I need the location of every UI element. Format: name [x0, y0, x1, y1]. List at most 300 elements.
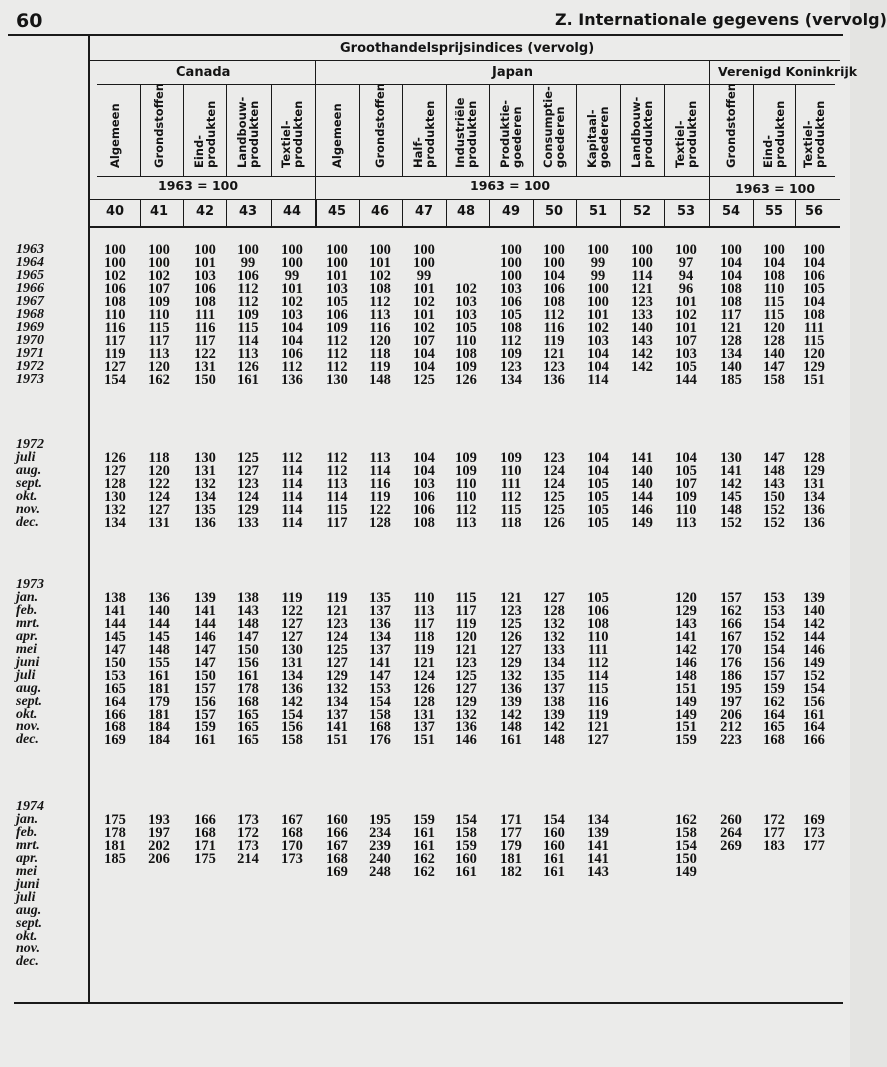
table-cell: 104 [413, 358, 435, 375]
table-cell: 104 [281, 319, 303, 336]
table-cell: 101 [413, 280, 435, 297]
table-cell: 100 [413, 254, 435, 271]
table-cell: 136 [281, 680, 303, 697]
table-cell: 115 [455, 589, 477, 606]
colnum-rule-bottom [90, 226, 840, 228]
table-cell: 112 [326, 358, 348, 375]
table-cell: 158 [369, 706, 391, 723]
table-cell: 100 [148, 254, 170, 271]
table-cell: 169 [803, 811, 825, 828]
table-cell: 130 [104, 488, 126, 505]
table-cell: 101 [326, 267, 348, 284]
column-number: 52 [632, 204, 652, 219]
table-cell: 120 [369, 332, 391, 349]
row-label: 1973 [16, 371, 44, 387]
page-title: Z. Internationale gegevens (vervolg) [555, 10, 887, 29]
table-cell: 105 [587, 475, 609, 492]
row-label: okt. [16, 928, 38, 944]
table-cell: 151 [675, 719, 697, 736]
table-cell: 113 [455, 514, 477, 531]
table-cell: 131 [803, 475, 825, 492]
column-number: 56 [804, 204, 824, 219]
column-divider [489, 84, 490, 176]
table-cell: 104 [413, 462, 435, 479]
table-cell: 150 [763, 488, 785, 505]
table-cell: 115 [326, 501, 348, 518]
table-cell: 109 [237, 306, 259, 323]
column-number: 50 [544, 204, 564, 219]
table-cell: 157 [720, 589, 742, 606]
table-cell: 104 [413, 345, 435, 362]
row-label: 1967 [16, 293, 44, 309]
table-cell: 140 [631, 319, 653, 336]
table-cell: 171 [194, 837, 216, 854]
table-cell: 148 [369, 371, 391, 388]
table-cell: 100 [237, 242, 259, 258]
row-label: feb. [16, 824, 38, 840]
table-cell: 108 [543, 293, 565, 310]
table-cell: 140 [803, 602, 825, 619]
table-cell: 223 [720, 732, 742, 749]
table-cell: 170 [281, 837, 303, 854]
table-cell: 214 [237, 850, 259, 867]
row-label: juli [16, 889, 36, 905]
table-cell: 114 [369, 462, 391, 479]
table-cell: 101 [675, 293, 697, 310]
table-cell: 101 [369, 254, 391, 271]
table-cell: 112 [326, 462, 348, 479]
table-cell: 159 [455, 837, 477, 854]
table-cell: 105 [587, 589, 609, 606]
table-cell: 118 [369, 345, 391, 362]
table-cell: 136 [148, 589, 170, 606]
row-label: juli [16, 449, 36, 465]
table-cell: 161 [237, 371, 259, 388]
table-cell: 159 [413, 811, 435, 828]
column-number: 54 [721, 204, 741, 219]
table-cell: 117 [720, 306, 742, 323]
table-cell: 161 [237, 667, 259, 684]
table-cell: 168 [763, 732, 785, 749]
column-header-label: Consumptie- [541, 86, 555, 168]
table-cell: 127 [237, 462, 259, 479]
table-cell: 159 [763, 680, 785, 697]
table-cell: 113 [237, 345, 259, 362]
table-cell: 119 [369, 488, 391, 505]
table-cell: 125 [237, 449, 259, 466]
table-cell: 168 [237, 693, 259, 710]
table-cell: 131 [194, 462, 216, 479]
table-cell: 138 [543, 693, 565, 710]
table-cell: 119 [543, 332, 565, 349]
table-cell: 103 [281, 306, 303, 323]
group-header: Groothandelsprijsindices (vervolg) [340, 41, 595, 56]
table-cell: 248 [369, 863, 391, 880]
column-number: 46 [370, 204, 390, 219]
table-cell: 145 [148, 628, 170, 645]
table-cell: 168 [281, 824, 303, 841]
table-cell: 136 [455, 719, 477, 736]
table-cell: 154 [763, 615, 785, 632]
table-cell: 152 [763, 501, 785, 518]
row-label: aug. [16, 462, 42, 478]
table-cell: 121 [631, 280, 653, 297]
table-cell: 112 [587, 654, 609, 671]
table-cell: 143 [631, 332, 653, 349]
table-cell: 131 [194, 358, 216, 375]
table-cell: 112 [500, 488, 522, 505]
table-cell: 102 [675, 306, 697, 323]
table-cell: 132 [326, 680, 348, 697]
table-cell: 141 [194, 602, 216, 619]
table-cell: 106 [413, 501, 435, 518]
table-cell: 112 [369, 293, 391, 310]
table-cell: 124 [237, 488, 259, 505]
table-cell: 110 [587, 628, 609, 645]
table-cell: 104 [543, 267, 565, 284]
table-cell: 170 [720, 641, 742, 658]
table-cell: 100 [587, 293, 609, 310]
table-cell: 126 [455, 371, 477, 388]
table-cell: 120 [148, 462, 170, 479]
table-cell: 165 [763, 719, 785, 736]
table-cell: 147 [237, 628, 259, 645]
column-header-label: produkten [204, 100, 218, 168]
table-cell: 103 [500, 280, 522, 297]
column-divider [183, 84, 184, 176]
table-cell: 110 [455, 332, 477, 349]
table-cell: 117 [455, 602, 477, 619]
column-header-label: produkten [813, 100, 827, 168]
column-number: 41 [149, 204, 169, 219]
table-cell: 104 [281, 332, 303, 349]
row-label: feb. [16, 602, 38, 618]
column-header-label: goederen [597, 106, 611, 168]
table-cell: 117 [104, 332, 126, 349]
table-cell: 154 [455, 811, 477, 828]
table-cell: 195 [720, 680, 742, 697]
table-cell: 154 [281, 706, 303, 723]
row-label: mei [16, 863, 37, 879]
table-cell: 108 [413, 514, 435, 531]
table-cell: 106 [543, 280, 565, 297]
row-label: mrt. [16, 615, 40, 631]
table-cell: 136 [803, 514, 825, 531]
table-cell: 167 [281, 811, 303, 828]
table-cell: 150 [104, 654, 126, 671]
table-cell: 112 [237, 280, 259, 297]
table-cell: 103 [455, 293, 477, 310]
table-cell: 156 [281, 719, 303, 736]
column-header-label: Textiel- [801, 120, 815, 168]
table-cell: 143 [237, 602, 259, 619]
table-cell: 108 [720, 280, 742, 297]
row-label: aug. [16, 902, 42, 918]
table-cell: 108 [720, 293, 742, 310]
table-cell: 156 [194, 693, 216, 710]
table-cell: 147 [194, 654, 216, 671]
column-number: 49 [501, 204, 521, 219]
table-cell: 121 [413, 654, 435, 671]
block-year: 1972 [16, 437, 44, 452]
table-cell: 158 [455, 824, 477, 841]
table-cell: 117 [326, 514, 348, 531]
table-cell: 123 [237, 475, 259, 492]
table-cell: 125 [326, 641, 348, 658]
column-number: 42 [195, 204, 215, 219]
table-cell: 160 [326, 811, 348, 828]
table-cell: 105 [675, 462, 697, 479]
table-cell: 197 [148, 824, 170, 841]
table-cell: 146 [803, 641, 825, 658]
row-label: juli [16, 667, 36, 683]
table-cell: 100 [587, 242, 609, 258]
table-cell: 179 [148, 693, 170, 710]
table-cell: 164 [763, 706, 785, 723]
table-cell: 103 [455, 306, 477, 323]
table-cell: 161 [413, 824, 435, 841]
table-cell: 206 [720, 706, 742, 723]
table-cell: 142 [543, 719, 565, 736]
table-cell: 105 [587, 514, 609, 531]
column-divider [446, 84, 447, 176]
table-cell: 161 [500, 732, 522, 749]
table-cell: 140 [148, 602, 170, 619]
table-cell: 114 [587, 371, 609, 388]
table-cell: 115 [237, 319, 259, 336]
table-cell: 126 [543, 514, 565, 531]
column-divider [753, 84, 754, 176]
table-cell: 100 [500, 254, 522, 271]
table-cell: 110 [455, 488, 477, 505]
table-cell: 102 [413, 319, 435, 336]
table-cell: 169 [104, 732, 126, 749]
table-cell: 166 [194, 811, 216, 828]
table-cell: 179 [500, 837, 522, 854]
colnum-divider [620, 199, 621, 226]
table-cell: 129 [237, 501, 259, 518]
table-cell: 111 [803, 319, 825, 336]
table-cell: 149 [675, 863, 697, 880]
table-cell: 149 [803, 654, 825, 671]
table-cell: 130 [326, 371, 348, 388]
table-cell: 156 [803, 693, 825, 710]
table-cell: 136 [281, 371, 303, 388]
table-cell: 153 [369, 680, 391, 697]
column-number: 43 [238, 204, 258, 219]
table-cell: 128 [763, 332, 785, 349]
table-cell: 182 [500, 863, 522, 880]
table-cell: 106 [413, 488, 435, 505]
table-cell: 104 [587, 345, 609, 362]
table-cell: 139 [543, 706, 565, 723]
table-cell: 103 [326, 280, 348, 297]
column-header-label: produkten [423, 100, 437, 168]
table-cell: 105 [803, 280, 825, 297]
table-cell: 106 [326, 306, 348, 323]
table-cell: 127 [455, 680, 477, 697]
table-cell: 104 [763, 254, 785, 271]
column-number: 40 [105, 204, 125, 219]
table-cell: 164 [803, 719, 825, 736]
table-cell: 111 [194, 306, 216, 323]
table-cell: 141 [104, 602, 126, 619]
row-label: 1969 [16, 319, 44, 335]
table-cell: 162 [413, 850, 435, 867]
table-cell: 114 [587, 667, 609, 684]
table-cell: 122 [281, 602, 303, 619]
table-cell: 149 [675, 693, 697, 710]
table-cell: 109 [455, 449, 477, 466]
group-rule [90, 60, 840, 61]
table-cell: 102 [413, 293, 435, 310]
column-header-label: produkten [685, 100, 699, 168]
table-cell: 161 [413, 837, 435, 854]
table-cell: 153 [104, 667, 126, 684]
table-cell: 135 [543, 667, 565, 684]
table-cell: 136 [543, 371, 565, 388]
column-number: 53 [676, 204, 696, 219]
row-label: dec. [16, 954, 39, 970]
table-cell: 100 [543, 254, 565, 271]
column-header-label: Eind- [761, 135, 775, 168]
row-label: mei [16, 641, 37, 657]
table-cell: 114 [281, 501, 303, 518]
table-cell: 110 [148, 306, 170, 323]
table-cell: 148 [543, 732, 565, 749]
table-cell: 137 [543, 680, 565, 697]
table-cell: 162 [148, 371, 170, 388]
table-cell: 162 [675, 811, 697, 828]
table-cell: 112 [281, 449, 303, 466]
table-cell: 119 [104, 345, 126, 362]
column-header-label: Half- [411, 137, 425, 168]
table-cell: 136 [803, 501, 825, 518]
table-cell: 154 [675, 837, 697, 854]
table-cell: 234 [369, 824, 391, 841]
table-cell: 181 [148, 680, 170, 697]
table-cell: 109 [675, 488, 697, 505]
table-cell: 159 [194, 719, 216, 736]
country-canada: Canada [176, 65, 231, 80]
colnum-divider [316, 199, 317, 226]
table-cell: 127 [326, 654, 348, 671]
column-header-label: Produktie- [498, 99, 512, 168]
table-cell: 129 [803, 462, 825, 479]
table-cell: 143 [763, 475, 785, 492]
table-cell: 114 [326, 488, 348, 505]
table-cell: 130 [720, 449, 742, 466]
table-cell: 166 [803, 732, 825, 749]
column-divider [226, 84, 227, 176]
table-cell: 125 [543, 488, 565, 505]
table-cell: 126 [237, 358, 259, 375]
table-cell: 147 [104, 641, 126, 658]
table-cell: 126 [413, 680, 435, 697]
table-cell: 167 [720, 628, 742, 645]
table-cell: 136 [369, 615, 391, 632]
table-cell: 136 [194, 514, 216, 531]
table-cell: 156 [237, 654, 259, 671]
table-cell: 173 [281, 850, 303, 867]
table-cell: 171 [500, 811, 522, 828]
table-cell: 143 [675, 615, 697, 632]
table-cell: 112 [326, 345, 348, 362]
table-cell: 115 [587, 680, 609, 697]
column-number: 55 [764, 204, 784, 219]
table-cell: 137 [413, 719, 435, 736]
table-cell: 118 [500, 514, 522, 531]
table-cell: 264 [720, 824, 742, 841]
top-rule [8, 34, 843, 36]
table-cell: 105 [500, 306, 522, 323]
table-cell: 123 [543, 358, 565, 375]
table-cell: 138 [104, 589, 126, 606]
table-cell: 110 [455, 475, 477, 492]
table-cell: 148 [763, 462, 785, 479]
table-cell: 158 [281, 732, 303, 749]
table-cell: 109 [326, 319, 348, 336]
table-cell: 131 [281, 654, 303, 671]
table-cell: 100 [194, 242, 216, 258]
table-cell: 128 [720, 332, 742, 349]
table-cell: 176 [369, 732, 391, 749]
table-cell: 134 [281, 667, 303, 684]
table-cell: 99 [240, 254, 256, 271]
table-cell: 102 [148, 267, 170, 284]
table-cell: 115 [500, 501, 522, 518]
table-cell: 102 [455, 280, 477, 297]
table-cell: 113 [148, 345, 170, 362]
table-cell: 184 [148, 732, 170, 749]
table-cell: 111 [587, 641, 609, 658]
table-cell: 134 [326, 693, 348, 710]
table-cell: 133 [237, 514, 259, 531]
table-cell: 162 [720, 602, 742, 619]
country-uk: Verenigd Koninkrijk [718, 64, 858, 79]
table-cell: 141 [720, 462, 742, 479]
colnum-divider [753, 199, 754, 226]
table-cell: 126 [500, 628, 522, 645]
table-cell: 129 [455, 693, 477, 710]
table-cell: 147 [369, 667, 391, 684]
table-cell: 144 [631, 488, 653, 505]
table-cell: 121 [500, 589, 522, 606]
table-cell: 142 [675, 641, 697, 658]
table-cell: 146 [455, 732, 477, 749]
table-cell: 132 [543, 628, 565, 645]
table-cell: 161 [194, 732, 216, 749]
table-cell: 177 [803, 837, 825, 854]
row-label: aug. [16, 680, 42, 696]
column-divider [359, 84, 360, 176]
table-cell: 101 [281, 280, 303, 297]
table-cell: 120 [675, 589, 697, 606]
table-cell: 151 [326, 732, 348, 749]
table-cell: 148 [675, 667, 697, 684]
table-cell: 134 [500, 371, 522, 388]
table-cell: 124 [413, 667, 435, 684]
table-cell: 181 [104, 837, 126, 854]
table-cell: 129 [675, 602, 697, 619]
table-cell: 104 [587, 358, 609, 375]
table-cell: 128 [413, 693, 435, 710]
table-cell: 100 [543, 242, 565, 258]
table-cell: 206 [148, 850, 170, 867]
table-cell: 134 [369, 628, 391, 645]
table-cell: 124 [543, 462, 565, 479]
table-cell: 123 [455, 654, 477, 671]
